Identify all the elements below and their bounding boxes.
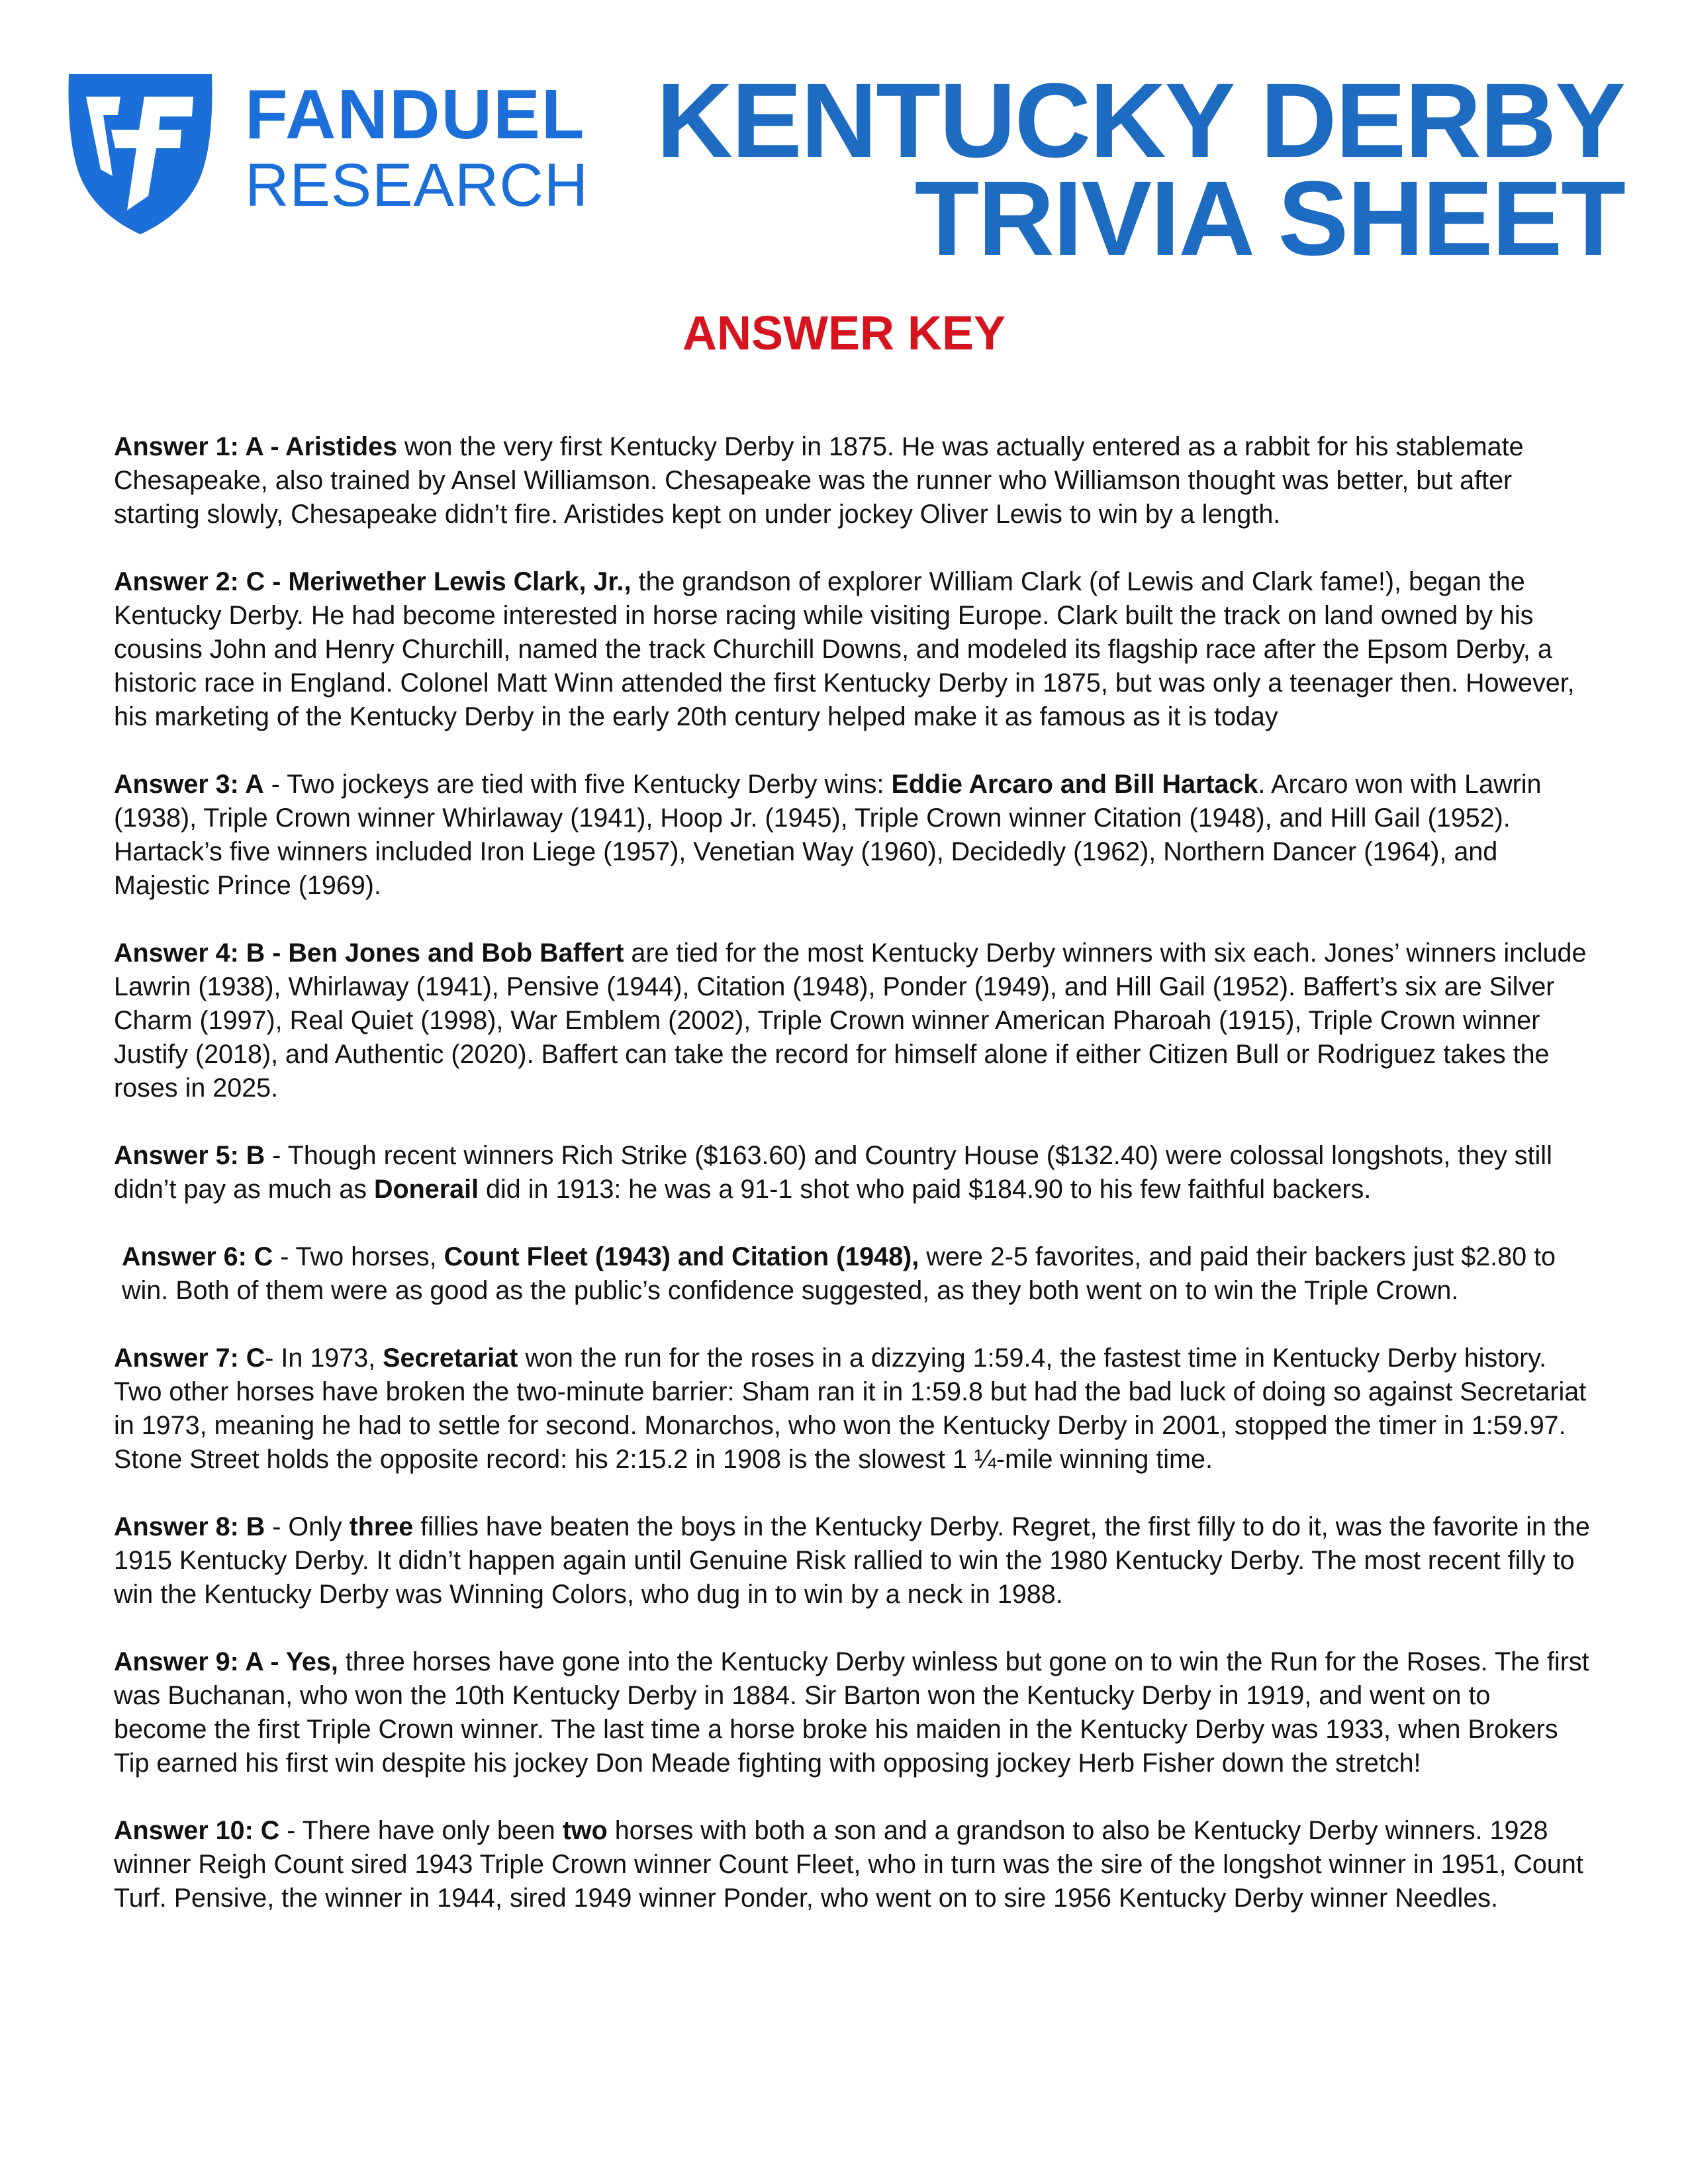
answer-label: Answer 7: C xyxy=(114,1343,265,1373)
answer-label: Answer 3: A xyxy=(114,770,264,799)
answer-text: . Arcaro won with Lawrin (1938), Triple Crown winner Whirlaway (1941), Hoop Jr. (1945), Triple Crown winner Citation (1948), and Hill Gail (1952). Hartack’s five winners included Iron Liege (1957), Venetian Way (1960), Decidedly (1962), Northern Dancer (1964), and Majestic Prince (1969). xyxy=(114,770,1542,900)
answer-text: won the run for the roses in a dizzying 1:59.4, the fastest time in Kentucky Derby history. Two other horses have broken the two-minute barrier: Sham ran it in 1:59.8 but had the bad luck of doing so against Secretariat in 1973, meaning he had to settle for second. Monarchos, who won the Kentucky Derby in 2001, stopped the timer in 1:59.97. Stone Street holds the opposite record: his 2:15.2 in 1908 is the slowest 1 ¼-mile winning time. xyxy=(114,1343,1587,1474)
answer-text: were 2-5 favorites, and paid their backers just $2.80 to win. Both of them were as good as the public’s confidence suggested, as they both went on to win the Triple Crown. xyxy=(122,1242,1556,1305)
answer-text-lead: - Though recent winners Rich Strike ($163.60) and Country House ($132.40) were colossal longshots, they still didn’t pay as much as xyxy=(114,1141,1552,1204)
answer-label: Answer 6: C xyxy=(122,1242,273,1271)
answer-text-lead: - Two horses, xyxy=(273,1242,444,1271)
answer-7 xyxy=(114,1342,1590,1477)
page-title xyxy=(656,61,1624,277)
answer-10 xyxy=(114,1814,1590,1915)
answer-label: Answer 2: C - xyxy=(114,567,289,596)
answer-text: are tied for the most Kentucky Derby winners with six each. Jones’ winners include Lawrin (1938), Whirlaway (1941), Pensive (1944), Citation (1948), Ponder (1949), and Hill Gail (1952). Baffert’s six are Silver Charm (1997), Real Quiet (1998), War Emblem (2002), Triple Crown winner American Pharoah (1915), Triple Crown winner Justify (2018), and Authentic (2020). Baffert can take the record for himself alone if either Citizen Bull or Rodriguez takes the roses in 2025. xyxy=(114,938,1587,1103)
answer-4 xyxy=(114,936,1590,1105)
answer-label: Answer 8: B xyxy=(114,1512,265,1541)
answer-key-term: three xyxy=(349,1512,414,1541)
answer-key-term: Secretariat xyxy=(383,1343,518,1373)
answer-6 xyxy=(114,1240,1590,1308)
answer-text: won the very first Kentucky Derby in 1875. He was actually entered as a rabbit for his stablemate Chesapeake, also trained by Ansel Williamson. Chesapeake was the runner who Williamson thought was better, but after starting slowly, Chesapeake didn’t fire. Aristides kept on under jockey Oliver Lewis to win by a length. xyxy=(114,432,1524,529)
answer-text: three horses have gone into the Kentucky Derby winless but gone on to win the Run for the Roses. The first was Buchanan, who won the 10th Kentucky Derby in 1884. Sir Barton won the Kentucky Derby in 1919, and went on to become the first Triple Crown winner. The last time a horse broke his maiden in the Kentucky Derby was 1933, when Brokers Tip earned his first win despite his jockey Don Meade fighting with opposing jockey Herb Fisher down the stretch! xyxy=(114,1647,1589,1778)
answer-key-term: Yes, xyxy=(285,1647,338,1676)
answer-key-term: Ben Jones and Bob Baffert xyxy=(288,938,624,968)
answer-1 xyxy=(114,430,1590,531)
answer-text: did in 1913: he was a 91-1 shot who paid $184.90 to his few faithful backers. xyxy=(479,1175,1372,1204)
answer-key-term: Donerail xyxy=(374,1175,479,1204)
answer-label: Answer 5: B xyxy=(114,1141,265,1170)
answer-label: Answer 9: A - xyxy=(114,1647,286,1676)
answer-label: Answer 4: B - xyxy=(114,938,289,968)
answer-key-term: two xyxy=(562,1816,608,1845)
title-line-2: TRIVIA SHEET xyxy=(914,159,1624,277)
brand-name: FANDUEL xyxy=(245,75,586,154)
answer-text-lead: - Only xyxy=(265,1512,350,1541)
answer-5 xyxy=(114,1139,1590,1206)
answer-text-lead: - In 1973, xyxy=(265,1343,383,1373)
answer-text-lead: - Two jockeys are tied with five Kentucky Derby wins: xyxy=(263,770,892,799)
answer-list xyxy=(114,430,1590,1949)
answer-key-term: Count Fleet (1943) and Citation (1948), xyxy=(444,1242,919,1271)
answer-text-lead: - There have only been xyxy=(279,1816,563,1845)
title-line-1: KENTUCKY DERBY xyxy=(656,61,1624,179)
answer-text: fillies have beaten the boys in the Kentucky Derby. Regret, the first filly to do it, was the favorite in the 1915 Kentucky Derby. It didn’t happen again until Genuine Risk rallied to win the 1980 Kentucky Derby. The most recent filly to win the Kentucky Derby was Winning Colors, who dug in to win by a neck in 1988. xyxy=(114,1512,1590,1609)
answer-text: horses with both a son and a grandson to also be Kentucky Derby winners. 1928 winner Reigh Count sired 1943 Triple Crown winner Count Fleet, who in turn was the sire of the longshot winner in 1951, Count Turf. Pensive, the winner in 1944, sired 1949 winner Ponder, who went on to sire 1956 Kentucky Derby winner Needles. xyxy=(114,1816,1583,1913)
fanduel-shield-icon xyxy=(64,70,217,237)
answer-label: Answer 10: C xyxy=(114,1816,280,1845)
answer-label: Answer 1: A - xyxy=(114,432,285,461)
answer-9 xyxy=(114,1645,1590,1780)
answer-key-term: Aristides xyxy=(285,432,398,461)
fanduel-research-logo xyxy=(64,70,593,242)
answer-8 xyxy=(114,1510,1590,1612)
brand-tagline: RESEARCH xyxy=(245,152,589,219)
answer-2 xyxy=(114,565,1590,734)
answer-3 xyxy=(114,768,1590,903)
answer-key-term: Meriwether Lewis Clark, Jr., xyxy=(288,567,632,596)
answer-key-heading: ANSWER KEY xyxy=(682,307,1006,360)
answer-key-term: Eddie Arcaro and Bill Hartack xyxy=(891,770,1258,799)
answer-text: the grandson of explorer William Clark (of Lewis and Clark fame!), began the Kentucky Derby. He had become interested in horse racing while visiting Europe. Clark built the track on land owned by his cousins John and Henry Churchill, named the track Churchill Downs, and modeled its flagship race after the Epsom Derby, a historic race in England. Colonel Matt Winn attended the first Kentucky Derby in 1875, but was only a teenager then. However, his marketing of the Kentucky Derby in the early 20th century helped make it as famous as it is today xyxy=(114,567,1575,731)
